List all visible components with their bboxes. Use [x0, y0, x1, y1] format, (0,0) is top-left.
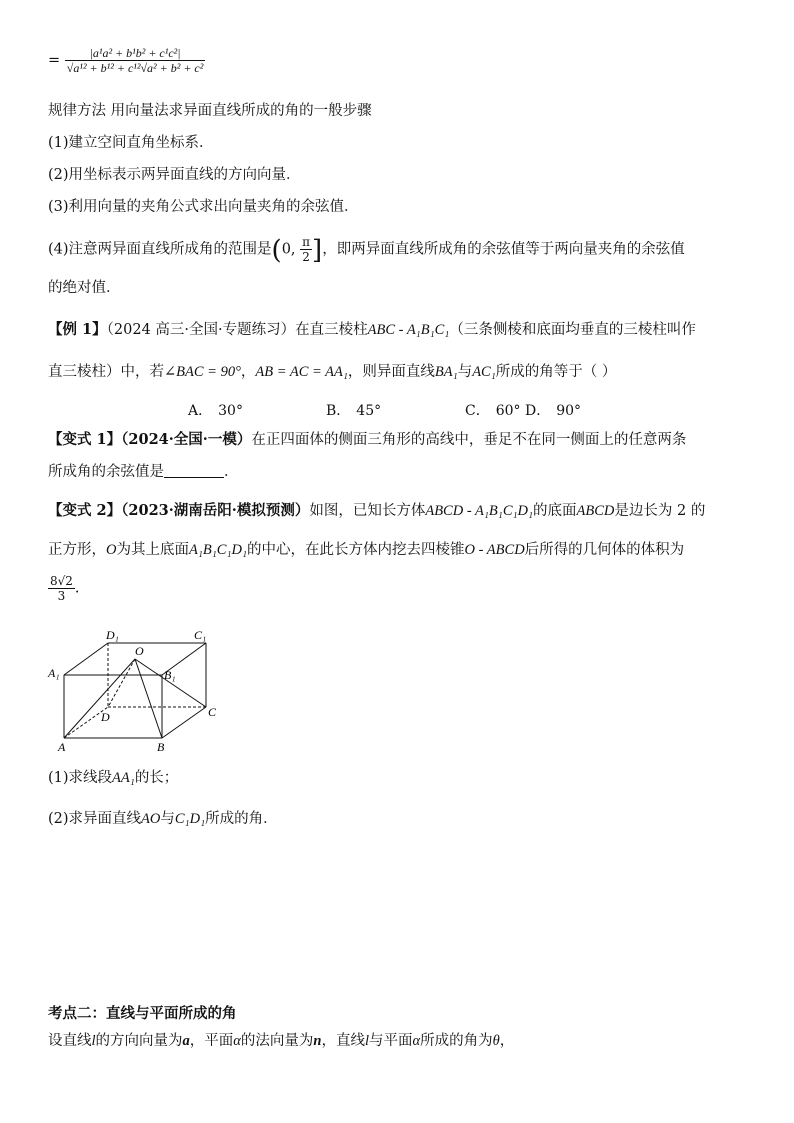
- variant1-text2: 所成角的余弦值是: [48, 464, 164, 480]
- step4-text-after: ，即两异面直线所成角的余弦值等于两向量夹角的余弦值: [322, 241, 685, 258]
- variant2-text1-c: 是边长为 2 的: [614, 503, 706, 519]
- method-step-4: [48, 235, 685, 264]
- s2-text-d: 的法向量为: [240, 1033, 314, 1049]
- q2-text-a: (2)求异面直线: [48, 811, 142, 827]
- variant2-pyramid: O - ABCD: [464, 542, 525, 558]
- step4-text-before: (4)注意两异面直线所成角的范围是: [48, 241, 272, 258]
- label-d1: D₁: [106, 628, 119, 642]
- example1-ac1: AC₁: [472, 364, 496, 380]
- s2-text-h: ，: [499, 1033, 515, 1049]
- variant2-box: ABCD - A₁B₁C₁D₁: [425, 503, 534, 519]
- variant1-text1: 在正四面体的侧面三角形的高线中，垂足不在同一侧面上的任意两条: [251, 432, 687, 448]
- choice-c-value: 60°: [495, 403, 521, 419]
- edge-o-a: [64, 659, 135, 738]
- formula-denominator: √a¹² + b¹² + c¹²√a² + b² + c²: [66, 61, 204, 75]
- volume-denominator: 3: [57, 589, 66, 603]
- q2-ao: AO: [141, 811, 161, 827]
- q2-c1d1: C₁D₁: [174, 811, 206, 827]
- choice-d: [525, 400, 581, 420]
- s2-vector-n: n: [313, 1033, 322, 1049]
- example1-source: （2024 高三·全国·专题练习）在直三棱柱: [106, 322, 368, 338]
- s2-alpha2: α: [412, 1033, 421, 1049]
- q2-text-c: 所成的角．: [205, 811, 278, 827]
- formula-fraction: [65, 46, 206, 75]
- volume-fraction: [48, 574, 75, 603]
- s2-vector-a: a: [182, 1033, 190, 1049]
- variant2-line2: [48, 540, 684, 560]
- example1-equal: AB = AC = AA₁: [255, 364, 348, 380]
- q2-text-b: 与: [160, 811, 175, 827]
- choice-c-key: C．: [465, 403, 490, 419]
- s2-l1: l: [91, 1033, 96, 1049]
- example1-line1: [48, 320, 696, 340]
- volume-numerator: 8√2: [50, 574, 73, 588]
- example1-text-d: 与: [457, 364, 473, 380]
- section2-text: [48, 1031, 514, 1051]
- method-step-2: (2)用坐标表示两异面直线的方向向量．: [48, 167, 301, 183]
- variant2-source: （2023·湖南岳阳·模拟预测）: [121, 502, 310, 519]
- choice-c: [465, 400, 521, 420]
- example1-desc1: （三条侧棱和底面均垂直的三棱柱叫作: [449, 322, 696, 338]
- step4-two: 2: [302, 250, 310, 264]
- variant2-text1-a: 如图，已知长方体: [309, 503, 426, 519]
- example1-prism: ABC - A₁B₁C₁: [367, 322, 450, 338]
- cuboid-figure: [46, 625, 226, 753]
- variant1-text2-end: ．: [224, 464, 239, 480]
- formula-equals: =: [48, 52, 61, 69]
- example1-ba1: BA₁: [434, 364, 458, 380]
- method-heading: 规律方法 用向量法求异面直线所成的角的一般步骤: [48, 103, 372, 119]
- label-o: O: [135, 644, 144, 658]
- label-a1: A₁: [48, 666, 60, 680]
- variant2-o: O: [106, 542, 117, 558]
- variant2-text2-d: 后所得的几何体的体积为: [524, 542, 685, 558]
- q1-segment: AA₁: [112, 770, 135, 786]
- variant2-text2-c: 的中心，在此长方体内挖去四棱锥: [247, 542, 465, 558]
- step4-left-paren: (: [271, 235, 282, 266]
- s2-text-a: 设直线: [48, 1033, 92, 1049]
- choice-a: [188, 400, 243, 420]
- variant1-line2: [48, 462, 239, 482]
- method-step-4-cont: 的绝对值．: [48, 280, 121, 296]
- label-c1: C₁: [194, 628, 207, 642]
- q1-text-b: 的长；: [134, 770, 179, 786]
- variant2-top-face: A₁B₁C₁D₁: [188, 542, 248, 558]
- step4-pi: π: [302, 235, 311, 249]
- label-d: D: [101, 710, 110, 724]
- choice-b: [326, 400, 381, 420]
- s2-l2: l: [364, 1033, 370, 1049]
- step4-right-bracket: ]: [312, 235, 323, 266]
- label-b: B: [157, 740, 165, 753]
- variant2-text2-b: 为其上底面: [116, 542, 189, 558]
- choice-a-key: A．: [188, 403, 213, 419]
- choice-d-value: 90°: [556, 403, 582, 419]
- example1-line2: [48, 362, 616, 382]
- s2-theta: θ: [492, 1033, 500, 1049]
- edge-a1-d1: [64, 643, 108, 675]
- variant2-text1-b: 的底面: [533, 503, 577, 519]
- example1-label: 【例 1】: [48, 321, 107, 338]
- edge-b-c: [162, 707, 206, 738]
- edge-o-c: [135, 659, 206, 707]
- variant2-line1: [48, 501, 705, 521]
- label-b1: B₁: [164, 668, 176, 682]
- variant2-question-1: [48, 768, 178, 788]
- answer-blank[interactable]: [164, 463, 224, 478]
- formula-top: [48, 46, 205, 75]
- edge-o-d-hidden: [108, 659, 135, 707]
- s2-text-c: ，平面: [189, 1033, 234, 1049]
- method-step-3: (3)利用向量的夹角公式求出向量夹角的余弦值．: [48, 199, 359, 215]
- label-c: C: [208, 705, 217, 719]
- example1-text-c: ，则异面直线: [347, 364, 435, 380]
- s2-text-b: 的方向向量为: [95, 1033, 183, 1049]
- s2-text-g: 所成的角为: [420, 1033, 493, 1049]
- variant1-source: （2024·全国·一模）: [121, 431, 252, 448]
- example1-text-b: ，: [240, 364, 256, 380]
- section2-heading: 考点二：直线与平面所成的角: [48, 1005, 237, 1022]
- example1-text-a: 直三棱柱）中，若: [48, 364, 164, 380]
- variant2-question-2: [48, 809, 278, 829]
- variant2-text2-a: 正方形，: [48, 542, 106, 558]
- step4-interval-left: 0,: [281, 241, 296, 258]
- example1-text-e: 所成的角等于（ ）: [495, 364, 617, 380]
- q1-text-a: (1)求线段: [48, 770, 113, 786]
- choice-d-key: D．: [525, 403, 551, 419]
- choice-b-value: 45°: [356, 403, 382, 419]
- variant2-label: 【变式 2】: [48, 502, 122, 519]
- label-a: A: [58, 740, 66, 753]
- variant2-abcd: ABCD: [576, 503, 615, 519]
- method-step-1: (1)建立空间直角坐标系．: [48, 135, 214, 151]
- s2-text-f: 与平面: [369, 1033, 413, 1049]
- edge-o-b: [135, 659, 162, 738]
- s2-alpha1: α: [233, 1033, 241, 1049]
- formula-numerator: |a¹a² + b¹b² + c¹c²|: [65, 46, 206, 61]
- choice-b-key: B．: [326, 403, 351, 419]
- step4-pi-over-two: [300, 235, 312, 264]
- volume-end: .: [74, 580, 80, 597]
- variant2-volume: [48, 574, 80, 603]
- example1-angle: ∠BAC = 90°: [164, 364, 241, 380]
- choice-a-value: 30°: [218, 403, 243, 419]
- variant1-line1: [48, 430, 686, 450]
- s2-text-e: ，直线: [321, 1033, 365, 1049]
- variant1-label: 【变式 1】: [48, 431, 122, 448]
